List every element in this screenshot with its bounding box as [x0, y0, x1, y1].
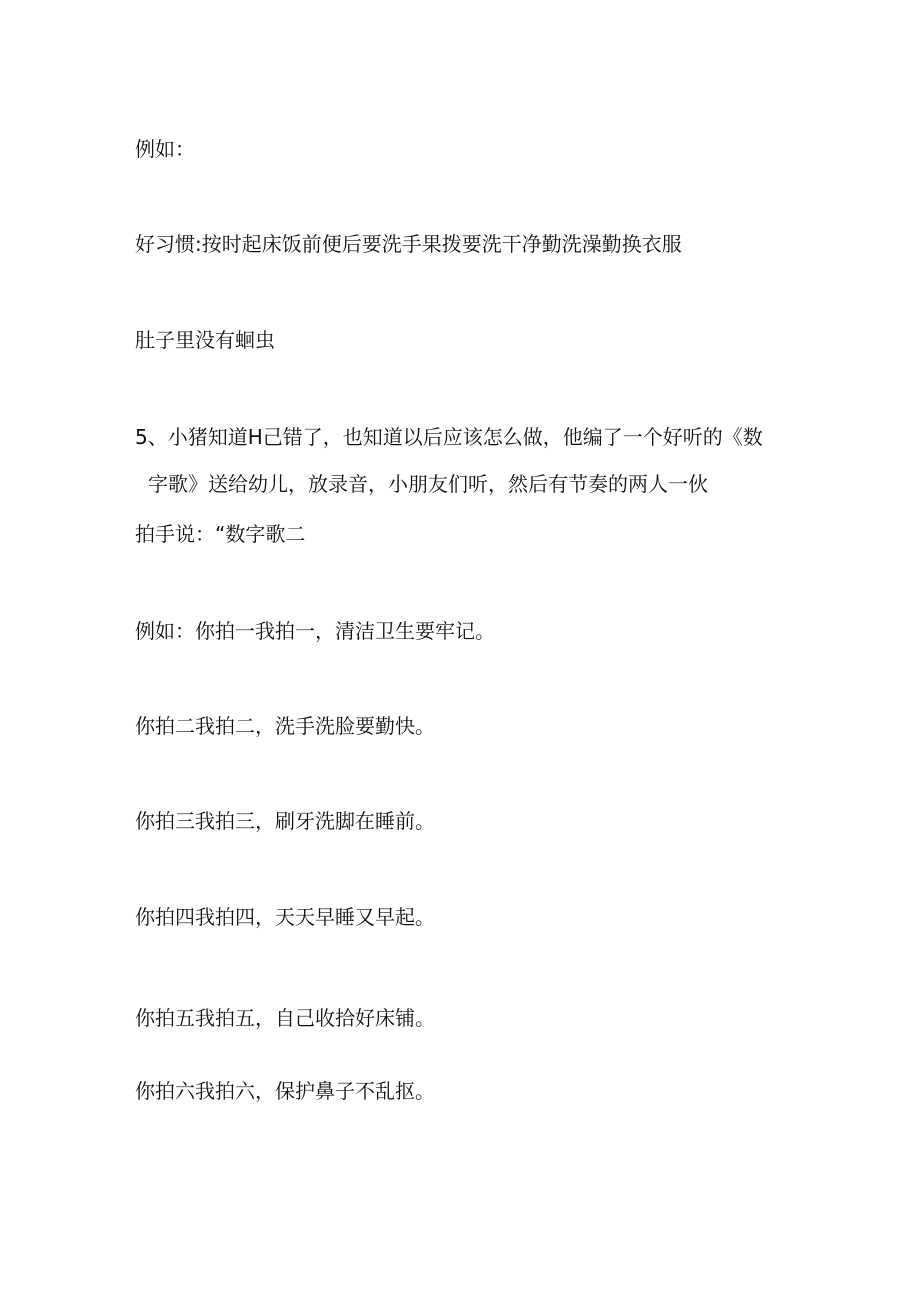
song-verse-2: 你拍二我拍二，洗手洗脸要勤快。: [135, 714, 435, 738]
song-verse-6: 你拍六我拍六，保护鼻子不乱抠。: [135, 1079, 435, 1103]
song-verse-4: 你拍四我拍四，天天早睡又早起。: [135, 905, 435, 929]
step-5-line-1: 5、小猪知道H己错了，也知道以后应该怎么做，他编了一个好听的《数: [135, 425, 763, 449]
step-5-line-2: 字歌》送给幼儿，放录音，小朋友们听，然后有节奏的两人一伙: [148, 472, 708, 496]
step-5-line-3: 拍手说：“数字歌二: [135, 522, 306, 546]
example-label: 例如：: [135, 137, 195, 161]
good-habits-line: 好习惯:按时起床饭前便后要洗手果拨要洗干净勤洗澡勤换衣服: [135, 232, 682, 256]
song-verse-1: 例如：你拍一我拍一，清洁卫生要牢记。: [135, 619, 495, 643]
song-verse-3: 你拍三我拍三，刷牙洗脚在睡前。: [135, 809, 435, 833]
song-verse-5: 你拍五我拍五，自己收拾好床铺。: [135, 1006, 435, 1030]
no-worms-line: 肚子里没有蛔虫: [135, 328, 275, 352]
